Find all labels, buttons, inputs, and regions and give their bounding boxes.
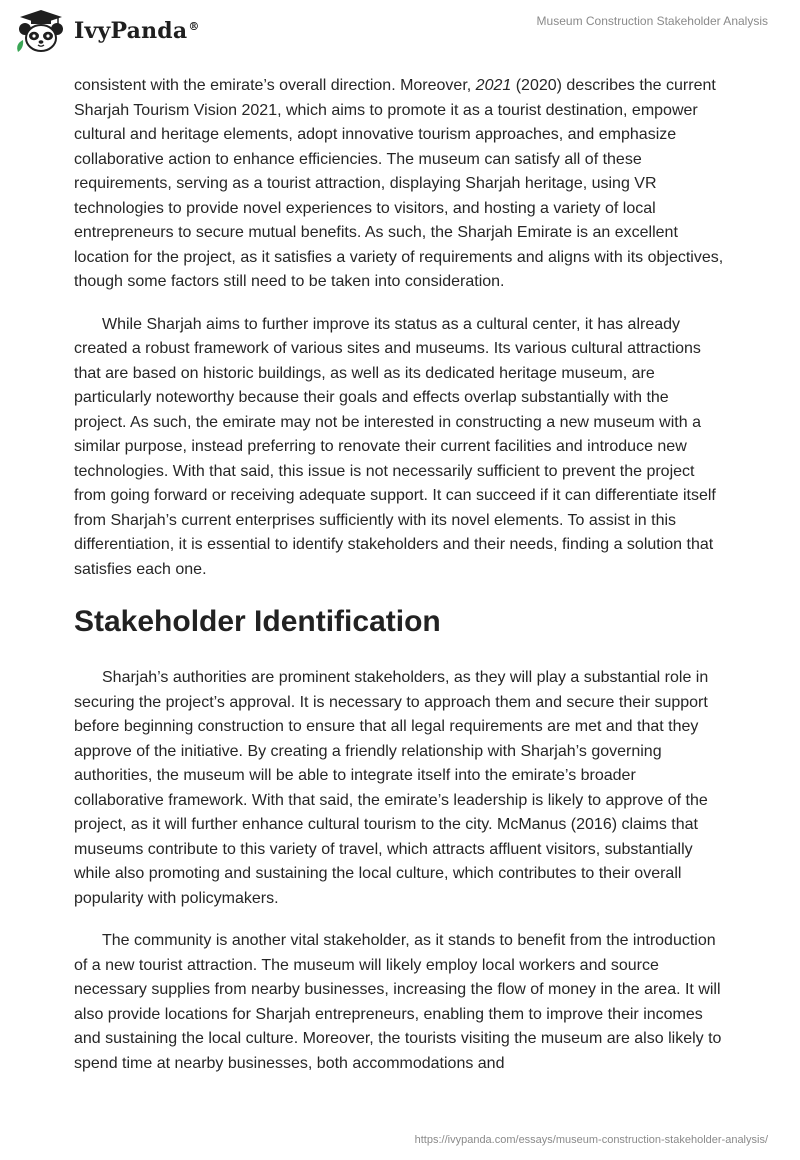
cited-title: 2021	[475, 77, 512, 94]
panda-graduate-icon	[14, 8, 68, 54]
section-heading: Stakeholder Identification	[74, 605, 441, 638]
logo-text: IvyPanda®	[74, 18, 200, 44]
page-header	[0, 0, 800, 62]
site-logo[interactable]	[14, 8, 200, 54]
document-title: Museum Construction Stakeholder Analysis	[536, 14, 768, 28]
paragraph-community: The community is another vital stakeholder, as it stands to benefit from the introduction of a new tourist attraction. The museum will likely employ local workers and source necessary supplies from nearby businesses, increasing the flow of money in the area. It will also provide locations for Sharjah entrepreneurs, enabling them to improve their incomes and sustaining the local culture. Moreover, the tourists visiting the museum are also likely to spend time at nearby businesses, both accommodations and	[74, 932, 722, 1072]
paragraph-sharjah-vision: consistent with the emirate’s overall direction. Moreover, 2021 (2020) describes the current Sharjah Tourism Vision 2021, which aims to promote it as a tourist destination, empower cultural and heritage elements, adopt innovative tourism approaches, and emphasize collaborative action to enhance efficiencies. The museum can satisfy all of these requirements, serving as a tourist attraction, displaying Sharjah heritage, using VR technologies to provide novel experiences to visitors, and hosting a variety of local entrepreneurs to secure mutual benefits. As such, the Sharjah Emirate is an excellent location for the project, as it satisfies a variety of requirements and aligns with its objectives, though some factors still need to be taken into consideration.	[74, 77, 724, 290]
source-url[interactable]: https://ivypanda.com/essays/museum-construction-stakeholder-analysis/	[414, 1134, 768, 1146]
essay-body	[74, 74, 724, 1094]
paragraph-cultural-framework: While Sharjah aims to further improve its status as a cultural center, it has already created a robust framework of various sites and museums. Its various cultural attractions that are based on historic buildings, as well as its dedicated heritage museum, are particularly noteworthy because their goals and effects overlap substantially with the project. As such, the emirate may not be interested in constructing a new museum with a similar purpose, instead preferring to renovate their current facilities and introduce new technologies. With that said, this issue is not necessarily sufficient to prevent the project from going forward or receiving adequate support. It can succeed if it can differentiate itself from Sharjah’s current enterprises sufficiently with its novel elements. To assist in this differentiation, it is essential to identify stakeholders and their needs, finding a solution that satisfies each one.	[74, 315, 716, 578]
paragraph-authorities: Sharjah’s authorities are prominent stakeholders, as they will play a substantial role in securing the project’s approval. It is necessary to approach them and secure their support before beginning construction to ensure that all legal requirements are met and that they approve of the initiative. By creating a friendly relationship with Sharjah’s governing authorities, the museum will be able to integrate itself into the emirate’s broader collaborative framework. With that said, the emirate’s leadership is likely to approve of the project, as it will further enhance cultural tourism to the city. McManus (2016) claims that museums contribute to this variety of travel, which attracts affluent visitors, substantially while also promoting and sustaining the local culture, which contributes to their overall popularity with policymakers.	[74, 669, 709, 907]
